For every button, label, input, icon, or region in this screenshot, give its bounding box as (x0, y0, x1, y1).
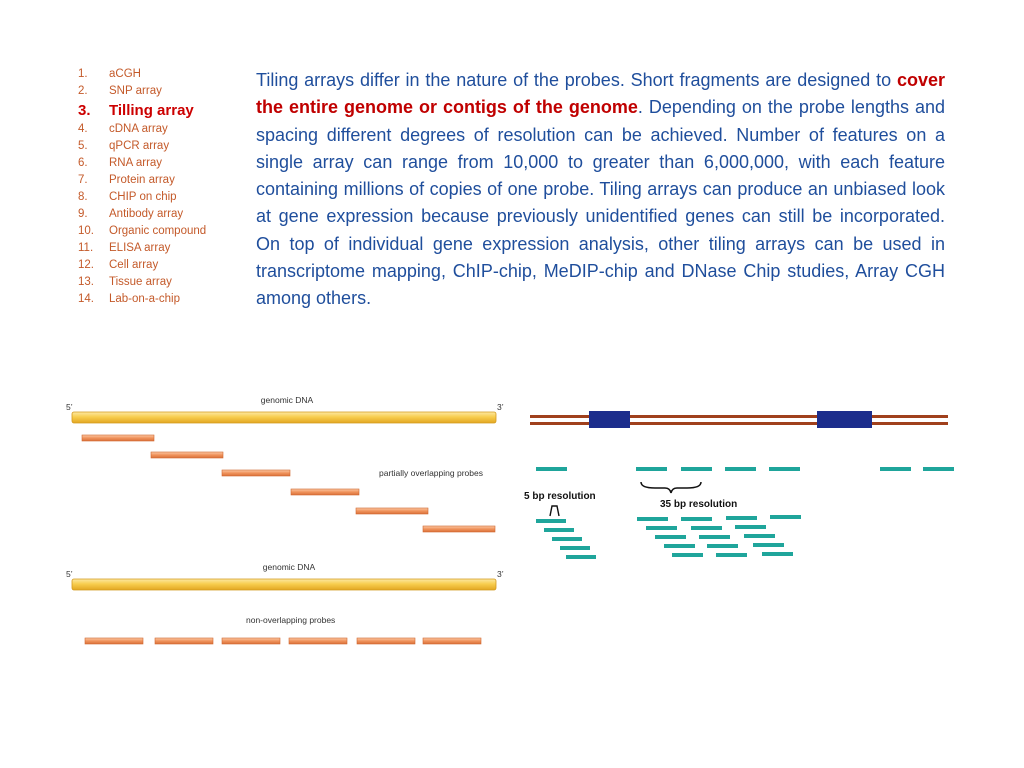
teal-probe (560, 546, 590, 550)
teal-probe (636, 467, 667, 471)
topic-number: 14. (78, 293, 94, 305)
topic-label: ELISA array (109, 242, 171, 254)
topic-label: Organic compound (109, 225, 207, 237)
teal-probe (735, 525, 766, 529)
five-prime-label-bottom: 5’ (66, 569, 73, 579)
teal-probe (566, 555, 596, 559)
teal-probe (552, 537, 582, 541)
topic-label: Protein array (109, 174, 175, 186)
topic-label: aCGH (109, 68, 141, 80)
topic-number: 12. (78, 259, 94, 271)
nonoverlap-probes-label: non-overlapping probes (246, 615, 336, 625)
teal-probe (707, 544, 738, 548)
topic-number: 4. (78, 123, 88, 135)
overlap-probes-label: partially overlapping probes (379, 468, 483, 478)
thirty-five-bp-resolution-label: 35 bp resolution (660, 499, 738, 510)
topic-label: Lab-on-a-chip (109, 293, 180, 305)
topic-label: Tilling array (109, 102, 194, 119)
teal-probe-group (536, 467, 954, 559)
teal-probe (637, 517, 668, 521)
teal-probe (769, 467, 800, 471)
teal-probe (536, 519, 566, 523)
body-text-part1: Tiling arrays differ in the nature of the probes. Short fragments are designed to (256, 70, 897, 90)
teal-probe (655, 535, 686, 539)
teal-probe (880, 467, 911, 471)
teal-probe (672, 553, 703, 557)
topic-number: 2. (78, 85, 88, 97)
five-bp-resolution-label: 5 bp resolution (524, 491, 596, 502)
teal-probe (744, 534, 775, 538)
topic-label: RNA array (109, 157, 163, 169)
topic-label: Cell array (109, 259, 159, 271)
teal-probe (762, 552, 793, 556)
teal-probe (716, 553, 747, 557)
topic-label: SNP array (109, 85, 162, 97)
topic-label: CHIP on chip (109, 191, 177, 203)
topic-label: cDNA array (109, 123, 168, 135)
topic-number: 10. (78, 225, 94, 237)
genomic-dna-label-bottom: genomic DNA (262, 562, 316, 572)
topic-number: 8. (78, 191, 88, 203)
body-text-highlight: cover the entire genome or contigs of the genome (256, 70, 945, 118)
teal-probe (544, 528, 574, 532)
topic-number: 1. (78, 68, 88, 80)
topic-number: 3. (78, 102, 91, 119)
topic-label: Tissue array (109, 276, 172, 288)
teal-probe (646, 526, 677, 530)
teal-probe (725, 467, 756, 471)
five-bp-bracket (550, 506, 559, 516)
teal-probe (770, 515, 801, 519)
teal-probe (664, 544, 695, 548)
topic-number: 9. (78, 208, 88, 220)
three-prime-label-bottom: 3’ (497, 569, 504, 579)
topic-number: 13. (78, 276, 94, 288)
thirty-five-bp-brace (641, 482, 701, 493)
topic-number: 5. (78, 140, 88, 152)
five-prime-label-top: 5’ (66, 402, 73, 412)
body-text-part2: . Depending on the probe lengths and spacing different degrees of resolution can be achieved. Number of features on a single array can range from 10,000 to greater than 6,000,000, with each feature containing millions of copies of one probe. Tiling arrays can produce an unbiased look at gene expression because previously unidentified genes can still be incorporated. On top of individual gene expression analysis, other tiling arrays can be used in transcriptome mapping, ChIP-chip, MeDIP-chip and DNase Chip studies, Array CGH among others. (256, 97, 945, 309)
gene-box-left (589, 411, 630, 428)
topic-number: 6. (78, 157, 88, 169)
teal-probe (699, 535, 730, 539)
teal-probe (923, 467, 954, 471)
topic-label: qPCR array (109, 140, 170, 152)
gene-box-right (817, 411, 872, 428)
teal-probe (691, 526, 722, 530)
teal-probe (726, 516, 757, 520)
topic-number: 7. (78, 174, 88, 186)
topic-label: Antibody array (109, 208, 184, 220)
topic-number: 11. (78, 242, 94, 254)
teal-probe (536, 467, 567, 471)
teal-probe (681, 517, 712, 521)
teal-probe (753, 543, 784, 547)
genomic-dna-label-top: genomic DNA (260, 395, 314, 405)
three-prime-label-top: 3’ (497, 402, 504, 412)
teal-probe (681, 467, 712, 471)
